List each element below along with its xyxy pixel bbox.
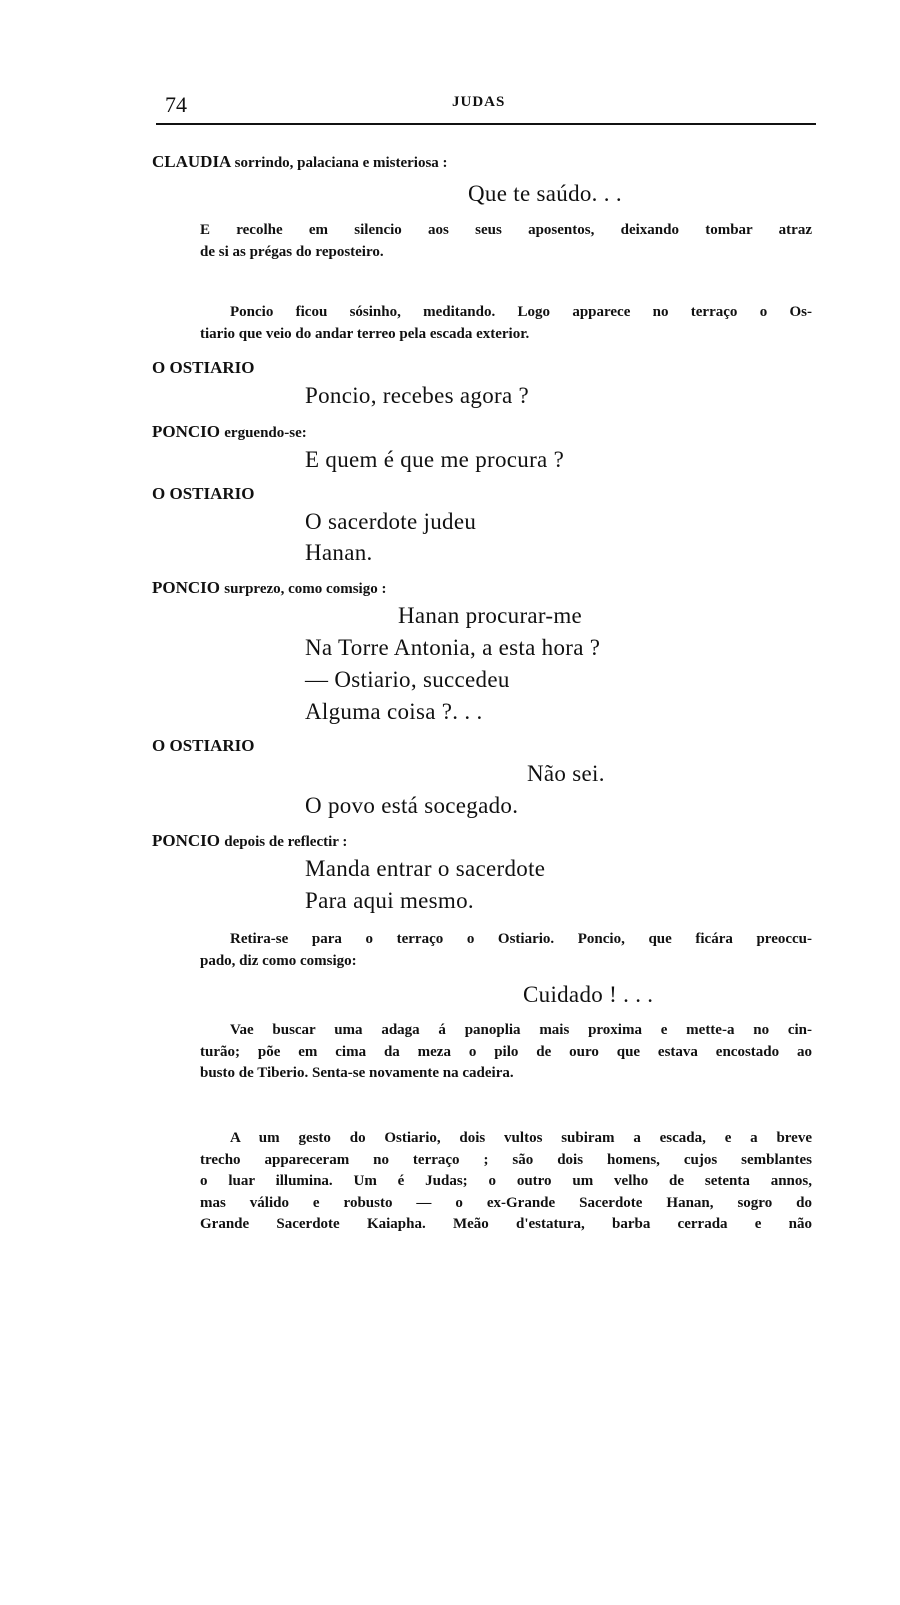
stage-direction [200, 302, 812, 345]
stage-line: turão; põe em cima da meza o pilo de ouro que estava encostado ao [200, 1043, 812, 1060]
verse-line: Para aqui mesmo. [305, 888, 474, 913]
speaker-poncio [152, 422, 307, 442]
page-number: 74 [165, 92, 187, 117]
stage-line: busto de Tiberio. Senta-se novamente na cadeira. [200, 1065, 514, 1081]
speaker-name: PONCIO [152, 578, 220, 597]
verse-line: — Ostiario, succedeu [305, 667, 510, 692]
verse-line: O sacerdote judeu [305, 509, 477, 534]
verse-line: Não sei. [527, 761, 605, 786]
stage-direction [200, 1128, 812, 1236]
verse-line: Que te saúdo. . . [468, 181, 622, 206]
speaker-name: CLAUDIA [152, 152, 231, 171]
stage-direction-inline: depois de reflectir : [224, 834, 348, 850]
stage-line: mas válido e robusto — o ex-Grande Sacerdote Hanan, sogro do [200, 1194, 812, 1211]
stage-line: de si as prégas do reposteiro. [200, 243, 384, 260]
stage-line: tiario que veio do andar terreo pela escada exterior. [200, 325, 530, 342]
stage-direction-inline: erguendo-se: [224, 425, 307, 441]
stage-line: Vae buscar uma adaga á panoplia mais proxima e mette-a no cin- [230, 1022, 812, 1038]
stage-line: Poncio ficou sósinho, meditando. Logo apparece no terraço o Os- [230, 304, 812, 320]
speaker-poncio [152, 831, 347, 851]
header-rule [156, 123, 816, 125]
verse-line: Alguma coisa ?. . . [305, 699, 483, 724]
verse-line: Poncio, recebes agora ? [305, 383, 530, 408]
stage-line: E recolhe em silencio aos seus aposentos, deixando tombar atraz [200, 222, 812, 238]
speaker-name: PONCIO [152, 422, 220, 441]
verse-line: Manda entrar o sacerdote [305, 856, 546, 881]
verse-line: Hanan procurar-me [398, 603, 583, 628]
speaker-ostiario: O OSTIARIO [152, 358, 255, 377]
verse-line: Hanan. [305, 540, 373, 565]
speaker-name: PONCIO [152, 831, 220, 850]
stage-line: A um gesto do Ostiario, dois vultos subiram a escada, e a breve [230, 1130, 812, 1146]
speaker-poncio [152, 578, 386, 598]
stage-direction [200, 929, 812, 972]
speaker-claudia [152, 152, 448, 172]
stage-line: o luar illumina. Um é Judas; o outro um velho de setenta annos, [200, 1173, 812, 1189]
speaker-ostiario: O OSTIARIO [152, 736, 255, 755]
stage-line: Retira-se para o terraço o Ostiario. Poncio, que ficára preoccu- [230, 931, 812, 947]
stage-line: trecho appareceram no terraço ; são dois homens, cujos semblantes [200, 1151, 812, 1168]
stage-direction-inline: sorrindo, palaciana e misteriosa : [234, 155, 448, 171]
stage-direction [200, 220, 812, 263]
verse-line: E quem é que me procura ? [305, 447, 565, 472]
speaker-ostiario: O OSTIARIO [152, 484, 255, 503]
stage-line: pado, diz como comsigo: [200, 952, 357, 969]
verse-line: O povo está socegado. [305, 793, 519, 818]
stage-line: Grande Sacerdote Kaiapha. Meão d'estatura, barba cerrada e não [200, 1216, 812, 1232]
running-title: JUDAS [452, 94, 506, 110]
stage-direction-inline: surprezo, como comsigo : [224, 581, 387, 597]
verse-line: Cuidado ! . . . [523, 982, 654, 1007]
stage-direction [200, 1020, 812, 1085]
verse-line: Na Torre Antonia, a esta hora ? [305, 635, 601, 660]
